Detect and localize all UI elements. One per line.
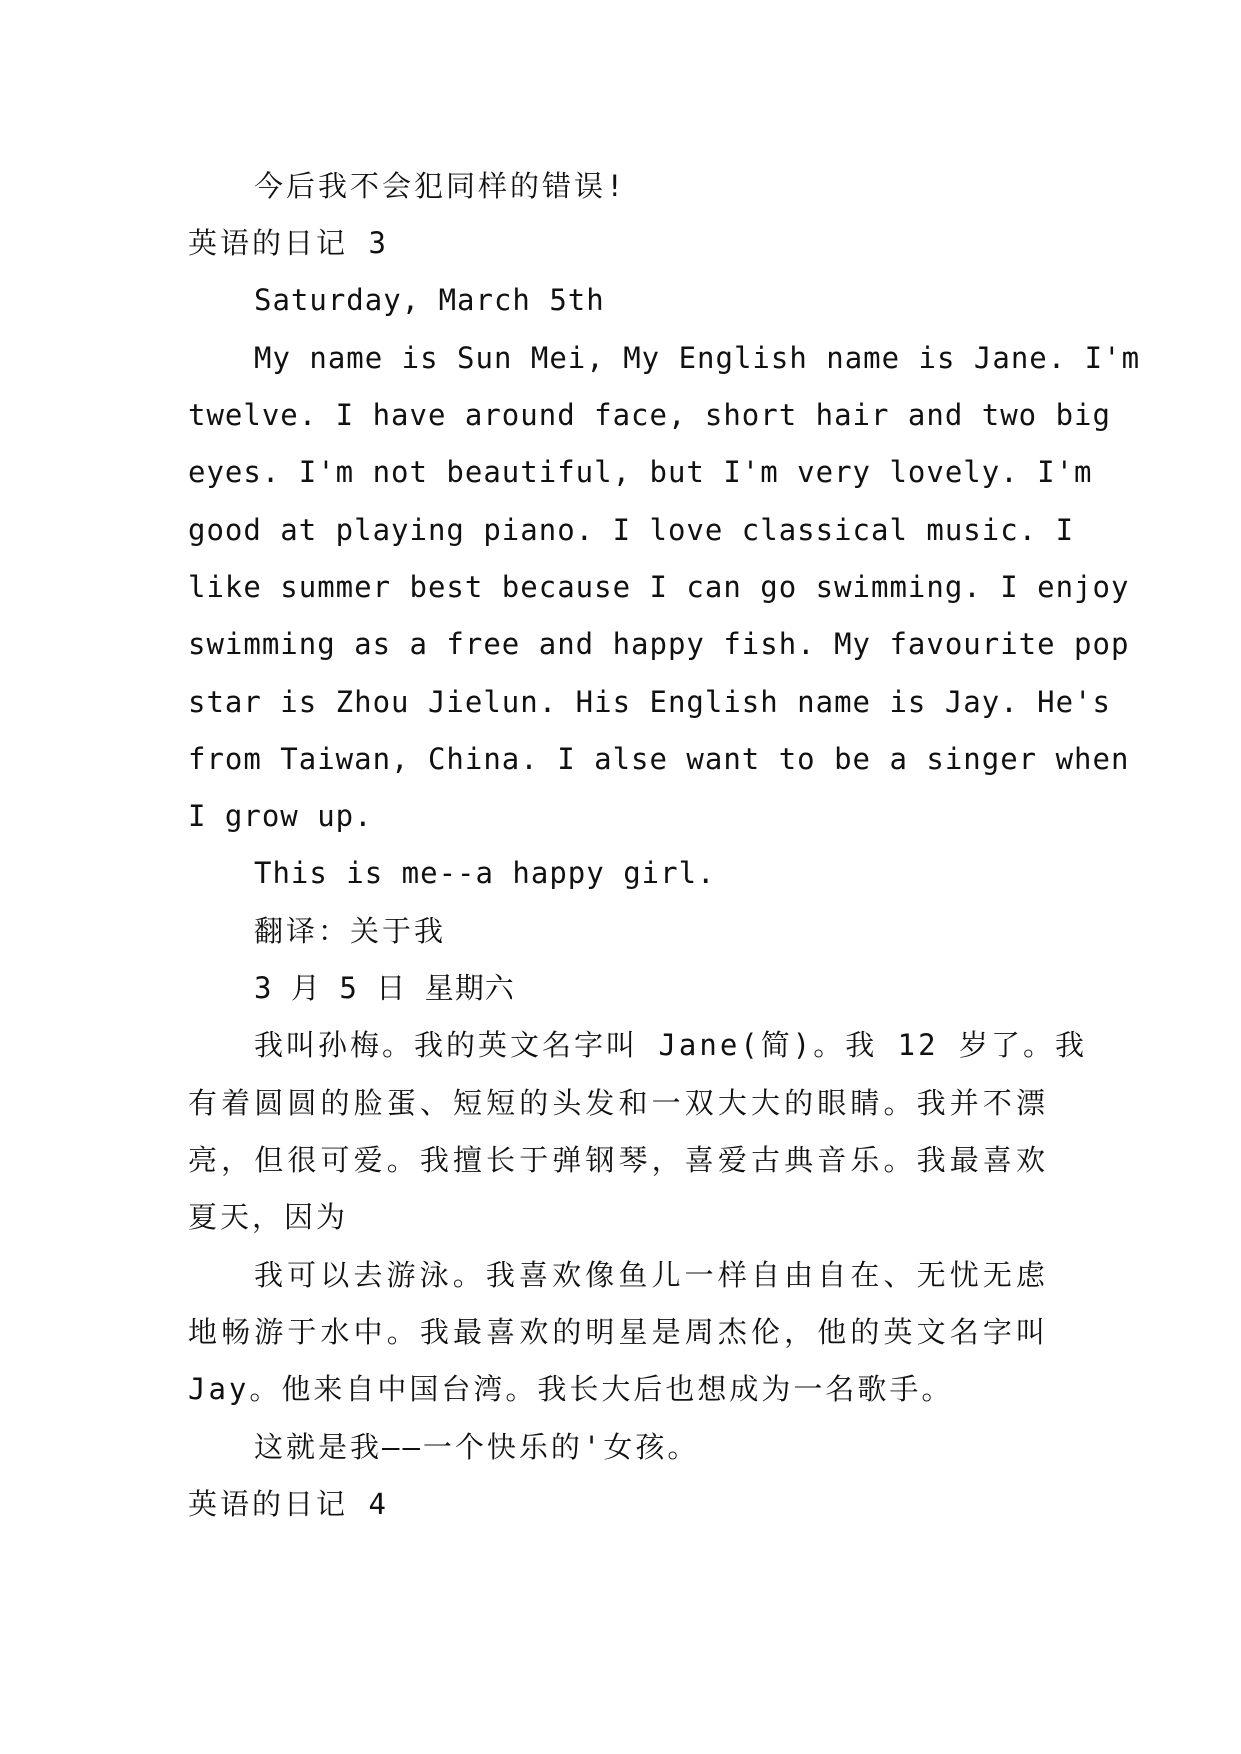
paragraph-line: eyes. I'm not beautiful, but I'm very lovely. I'm [188, 455, 1093, 489]
paragraph-line: 这就是我——一个快乐的'女孩。 [254, 1430, 700, 1464]
paragraph-line: 有着圆圆的脸蛋、短短的头发和一双大大的眼睛。我并不漂 [188, 1086, 1048, 1120]
paragraph-line: 我可以去游泳。我喜欢像鱼儿一样自由自在、无忧无虑 [254, 1258, 1048, 1292]
paragraph-line: like summer best because I can go swimming. I enjoy [188, 570, 1130, 604]
translation-heading: 翻译：关于我 [254, 914, 447, 948]
paragraph-line: swimming as a free and happy fish. My favourite pop [188, 627, 1130, 661]
paragraph-line: This is me--a happy girl. [254, 856, 716, 890]
section-heading: 英语的日记 3 [188, 226, 389, 260]
paragraph-line: star is Zhou Jielun. His English name is Jay. He's [188, 685, 1111, 719]
paragraph-line: from Taiwan, China. I alse want to be a singer when [188, 742, 1130, 776]
paragraph-line: 我叫孙梅。我的英文名字叫 Jane(简)。我 12 岁了。我 [254, 1028, 1088, 1062]
paragraph-line: Jay。他来自中国台湾。我长大后也想成为一名歌手。 [188, 1372, 954, 1406]
paragraph-line: 亮，但很可爱。我擅长于弹钢琴，喜爱古典音乐。我最喜欢 [188, 1143, 1048, 1177]
paragraph-line: good at playing piano. I love classical music. I [188, 513, 1075, 547]
diary-date: Saturday, March 5th [254, 283, 605, 317]
paragraph-line: 夏天，因为 [188, 1200, 349, 1234]
paragraph-line: 今后我不会犯同样的错误! [254, 169, 627, 203]
paragraph-line: My name is Sun Mei, My English name is Jane. I'm [254, 341, 1141, 375]
paragraph-line: 地畅游于水中。我最喜欢的明星是周杰伦，他的英文名字叫 [188, 1315, 1048, 1349]
paragraph-line: twelve. I have around face, short hair and two big [188, 398, 1111, 432]
section-heading: 英语的日记 4 [188, 1487, 389, 1521]
translation-date: 3 月 5 日 星期六 [254, 971, 515, 1005]
paragraph-line: I grow up. [188, 799, 373, 833]
